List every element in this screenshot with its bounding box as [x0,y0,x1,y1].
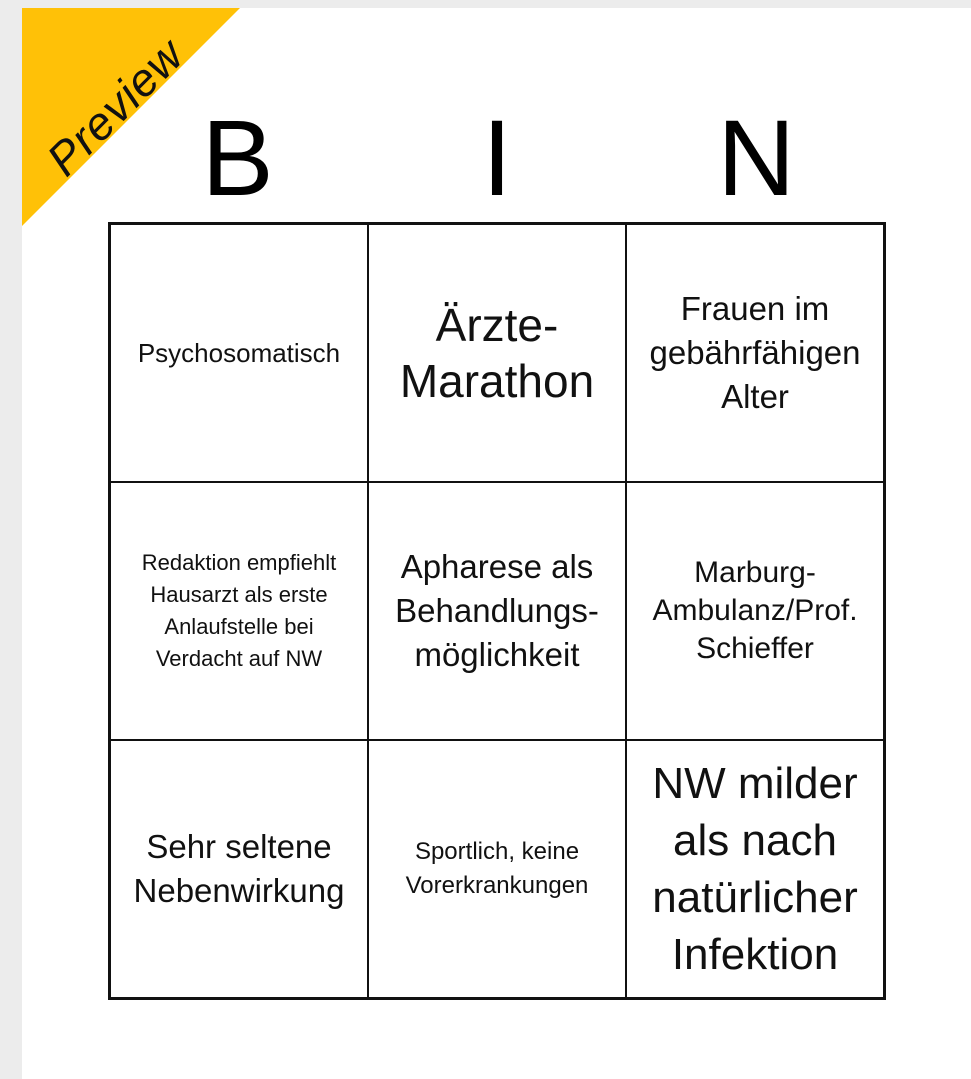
bingo-cell[interactable] [626,740,884,998]
cell-text: Redaktion empfiehlt Hausarzt als erste Anlaufstelle bei Verdacht auf NW [141,550,337,671]
bingo-grid [108,222,886,1000]
header-letter-i: I [481,97,512,218]
bingo-cell[interactable] [110,740,368,998]
cell-text: Marburg-Ambulanz/Prof. Schieffer [652,556,858,665]
header-letter-b: B [201,97,274,218]
cell-text: Ärzte-Marathon [399,299,595,407]
header-letter-n: N [717,97,796,218]
bingo-header [108,98,886,218]
cell-text: Sehr seltene Nebenwirkung [133,828,345,909]
bingo-cell[interactable] [368,740,626,998]
cell-text: Frauen im gebährfähigen Alter [649,290,861,415]
bingo-cell[interactable] [110,224,368,482]
cell-text: Sportlich, keine Vorerkrankungen [405,838,589,899]
bingo-cell[interactable] [626,224,884,482]
preview-label: Preview [36,28,194,186]
cell-text: Psychosomatisch [137,338,341,368]
bingo-card-page [22,8,971,1079]
bingo-cell[interactable] [368,482,626,740]
bingo-cell[interactable] [368,224,626,482]
bingo-cell[interactable] [110,482,368,740]
cell-text: NW milder als nach natürlicher Infektion [652,759,858,979]
cell-text: Apharese als Behandlungs-möglichkeit [395,548,599,673]
bingo-cell[interactable] [626,482,884,740]
